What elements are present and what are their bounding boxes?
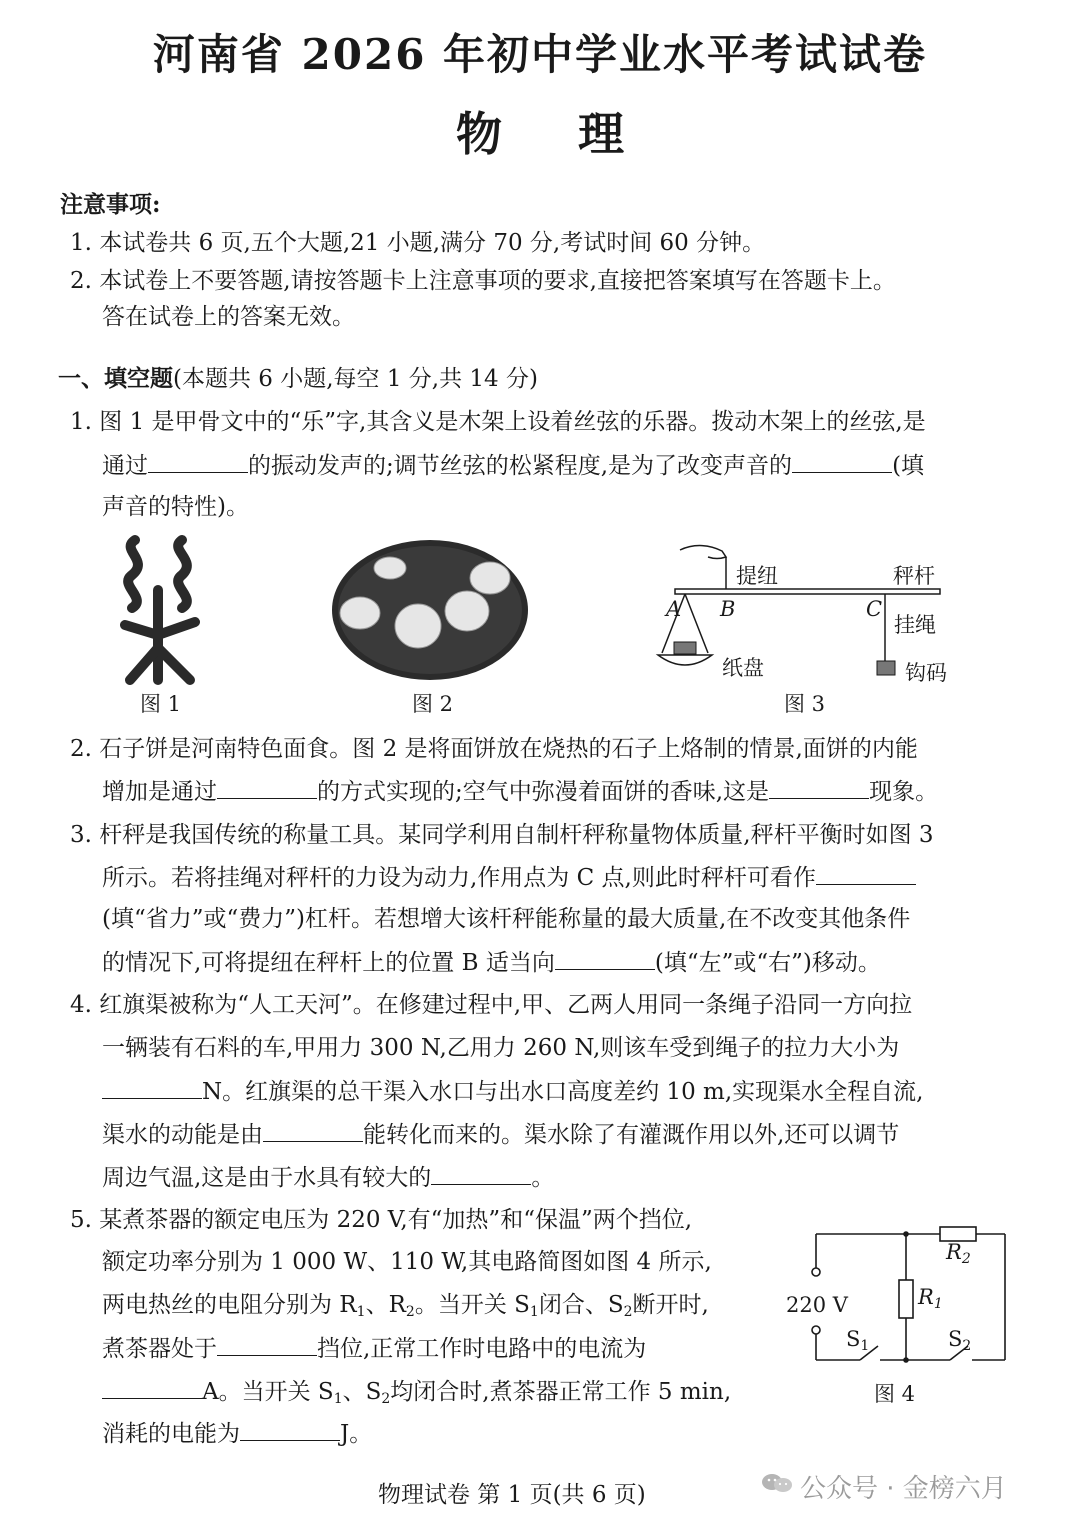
q4-text-b: 渠水的动能是由 [102,1122,263,1148]
fig3-label-chenggan: 秤杆 [893,564,935,588]
q5-text-k: 消耗的电能为 [102,1421,240,1447]
section-note: (本题共 6 小题,每空 1 分,共 14 分) [173,366,538,392]
subscript: 1 [356,1304,366,1320]
q5-text-b: 、R [365,1292,406,1318]
answer-blank[interactable] [148,450,248,473]
q4-line-2: 一辆装有石料的车,甲用力 300 N,乙用力 260 N,则该车受到绳子的拉力大小为 [102,1035,900,1061]
q4-line-1: 4. 红旗渠被称为“人工天河”。在修建过程中,甲、乙两人用同一条绳子沿同一方向拉 [70,992,913,1018]
answer-blank[interactable] [769,776,869,799]
section-title: 一、填空题 [58,365,173,392]
q5-text-e: 断开时, [632,1292,709,1318]
q5-text-j: 均闭合时,煮茶器正常工作 5 min, [390,1379,732,1405]
q4-text-a: N。红旗渠的总干渠入水口与出水口高度差约 10 m,实现渠水全程自流, [202,1079,924,1105]
q3-text-a: 所示。若将挂绳对秤杆的力设为动力,作用点为 C 点,则此时秤杆可看作 [102,865,816,891]
answer-blank[interactable] [102,1376,202,1399]
q4-line-3 [102,1076,923,1107]
subscript: 1 [333,1391,343,1407]
q1-text-c: (填 [892,453,925,479]
section-heading [58,364,538,394]
q2-line-1: 2. 石子饼是河南特色面食。图 2 是将面饼放在烧热的石子上烙制的情景,面饼的内能 [70,736,918,762]
answer-blank[interactable] [431,1162,531,1185]
answer-blank[interactable] [263,1119,363,1142]
q4-text-e: 。 [531,1165,555,1191]
fig4-label-r2: $R_2$ [946,1240,971,1267]
q5-text-f: 煮茶器处于 [102,1336,217,1362]
q5-line-2: 额定功率分别为 1 000 W、110 W,其电路简图如图 4 所示, [102,1249,712,1275]
q3-text-c: (填“左”或“右”)移动。 [654,950,881,976]
q1-line-3: 声音的特性)。 [102,494,249,520]
answer-blank[interactable] [792,450,892,473]
answer-blank[interactable] [217,776,317,799]
notice-heading: 注意事项: [60,191,161,218]
q3-line-3: (填“省力”或“费力”)杠杆。若想增大该杆秤能称量的最大质量,在不改变其他条件 [102,906,911,932]
q3-line-4 [102,947,881,978]
watermark-text: 公众号 · 金榜六月 [800,1474,1007,1504]
answer-blank[interactable] [217,1333,317,1356]
q5-text-h: A。当开关 S [202,1379,334,1405]
q2-line-2 [102,776,938,807]
page-footer: 物理试卷 第 1 页(共 6 页) [378,1482,646,1508]
fig3-label-guasheng: 挂绳 [894,613,936,637]
q4-line-4 [102,1119,899,1150]
q5-text-c: 。当开关 S [414,1292,530,1318]
figure-2-caption: 图 2 [412,692,454,716]
subscript: 1 [529,1304,539,1320]
figure-1-caption: 图 1 [140,692,182,716]
q2-text-c: 现象。 [869,779,939,805]
q5-text-l: J。 [340,1421,373,1447]
q4-text-c: 能转化而来的。渠水除了有灌溉作用以外,还可以调节 [363,1122,900,1148]
notice-item-2-cont: 答在试卷上的答案无效。 [102,304,355,330]
notice-item-1: 1. 本试卷共 6 页,五个大题,21 小题,满分 70 分,考试时间 60 分钟。 [70,230,766,256]
subscript: 2 [381,1391,391,1407]
q2-text-b: 的方式实现的;空气中弥漫着面饼的香味,这是 [317,779,770,805]
wechat-icon [760,1472,794,1494]
fig3-label-tizu: 提纽 [736,564,778,588]
subject-title: 物 理 [455,107,624,161]
q5-line-3 [102,1290,709,1327]
fig3-label-zhipan: 纸盘 [722,656,764,680]
subscript: 2 [623,1304,633,1320]
q4-line-5 [102,1162,554,1193]
answer-blank[interactable] [555,947,655,970]
answer-blank[interactable] [816,862,916,885]
q5-line-1: 5. 某煮茶器的额定电压为 220 V,有“加热”和“保温”两个挡位, [70,1207,693,1233]
q5-line-5 [102,1376,731,1414]
q5-text-a: 两电热丝的电阻分别为 R [102,1292,357,1318]
q1-line-1: 1. 图 1 是甲骨文中的“乐”字,其含义是木架上设着丝弦的乐器。拨动木架上的丝弦,是 [70,409,926,435]
q5-line-4 [102,1333,646,1364]
q3-text-b: 的情况下,可将提纽在秤杆上的位置 B 适当向 [102,950,555,976]
q3-line-1: 3. 杆秤是我国传统的称量工具。某同学利用自制杆秤称量物体质量,秤杆平衡时如图 3 [70,822,934,848]
figure-3-caption: 图 3 [784,692,826,716]
fig3-label-c: C [866,597,883,621]
notice-item-2: 2. 本试卷上不要答题,请按答题卡上注意事项的要求,直接把答案填写在答题卡上。 [70,268,896,294]
q5-text-i: 、S [342,1379,382,1405]
q5-text-g: 挡位,正常工作时电路中的电流为 [317,1336,647,1362]
fig4-label-s1: $S_1$ [846,1327,870,1354]
fig4-label-r1: $R_1$ [918,1285,943,1312]
figure-1-oracle-character [110,530,210,685]
q3-line-2 [102,862,916,893]
q5-line-6 [102,1418,372,1449]
answer-blank[interactable] [102,1076,202,1099]
q1-line-2 [102,450,924,481]
figure-2-stone-cake-photo [330,538,530,683]
fig3-label-gouma: 钩码 [905,661,947,685]
figure-4-caption: 图 4 [874,1382,916,1406]
q4-text-d: 周边气温,这是由于水具有较大的 [102,1165,432,1191]
fig3-label-b: B [720,597,736,621]
answer-blank[interactable] [240,1418,340,1441]
fig4-label-s2: $S_2$ [948,1327,972,1354]
fig4-label-voltage: 220 V [786,1293,848,1317]
subscript: 2 [405,1304,415,1320]
q5-text-d: 闭合、S [538,1292,624,1318]
fig3-label-a: A [666,597,682,621]
q1-text-a: 通过 [102,453,148,479]
exam-title: 河南省 2026 年初中学业水平考试试卷 [152,30,928,79]
q1-text-b: 的振动发声的;调节丝弦的松紧程度,是为了改变声音的 [248,453,793,479]
q2-text-a: 增加是通过 [102,779,217,805]
